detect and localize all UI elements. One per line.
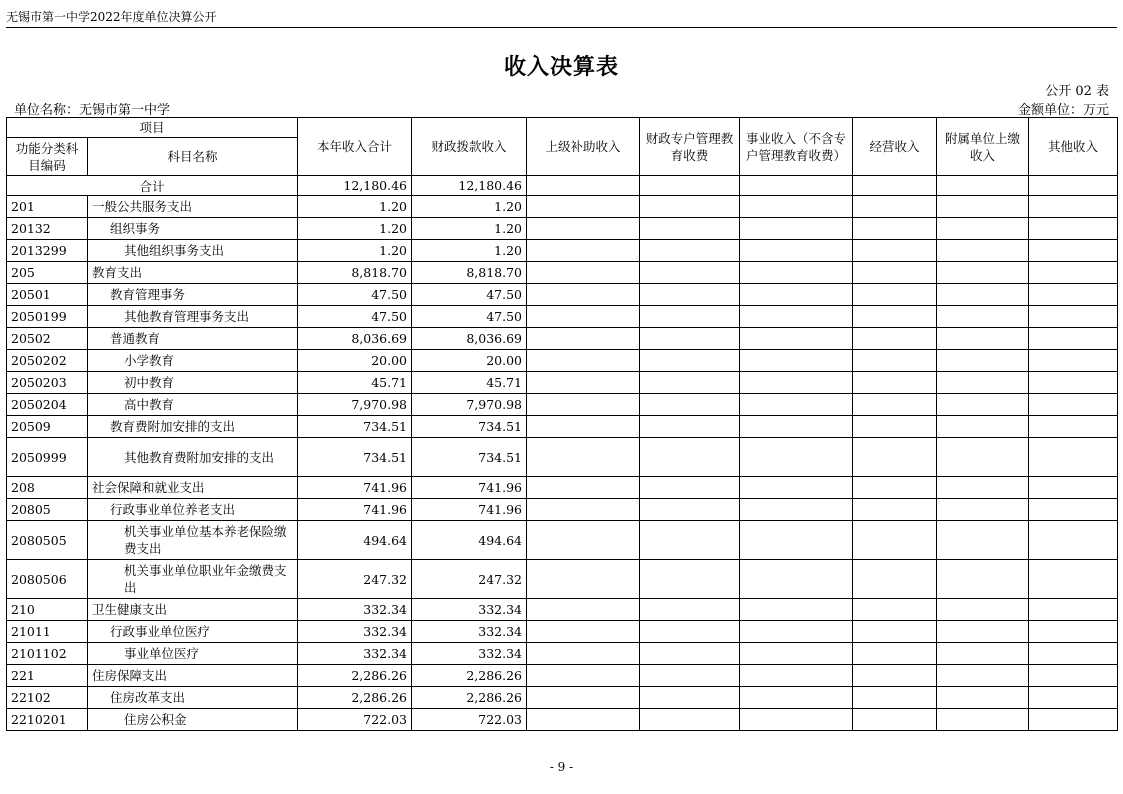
row-code: 2013299 [7, 240, 88, 262]
empty-cell [1029, 599, 1118, 621]
empty-cell [937, 709, 1029, 731]
empty-cell [1029, 328, 1118, 350]
row-code: 22102 [7, 687, 88, 709]
table-row [7, 328, 1118, 350]
row-code: 2050203 [7, 372, 88, 394]
page-number: - 9 - [549, 760, 574, 774]
row-name: 初中教育 [88, 372, 298, 394]
row-fiscal: 1.20 [412, 240, 527, 262]
empty-cell [740, 350, 853, 372]
row-code: 221 [7, 665, 88, 687]
header-item: 项目 [7, 118, 298, 138]
row-total: 20.00 [298, 350, 412, 372]
row-name: 其他教育管理事务支出 [88, 306, 298, 328]
empty-cell [937, 521, 1029, 560]
empty-cell [937, 240, 1029, 262]
empty-cell [640, 240, 740, 262]
table-row [7, 372, 1118, 394]
row-code: 21011 [7, 621, 88, 643]
empty-cell [937, 372, 1029, 394]
empty-cell [640, 218, 740, 240]
row-code: 2050202 [7, 350, 88, 372]
income-table [6, 117, 1118, 731]
row-total: 1.20 [298, 240, 412, 262]
row-name: 高中教育 [88, 394, 298, 416]
empty-cell [1029, 521, 1118, 560]
empty-cell [1029, 196, 1118, 218]
empty-cell [640, 438, 740, 477]
empty-cell [740, 438, 853, 477]
row-total: 247.32 [298, 560, 412, 599]
row-fiscal: 332.34 [412, 621, 527, 643]
row-name: 卫生健康支出 [88, 599, 298, 621]
row-fiscal: 1.20 [412, 196, 527, 218]
empty-cell [527, 240, 640, 262]
row-name: 教育费附加安排的支出 [88, 416, 298, 438]
empty-cell [937, 438, 1029, 477]
table-row [7, 350, 1118, 372]
row-fiscal: 2,286.26 [412, 687, 527, 709]
empty-cell [640, 394, 740, 416]
empty-cell [1029, 499, 1118, 521]
empty-cell [740, 262, 853, 284]
table-row [7, 560, 1118, 599]
empty-cell [527, 306, 640, 328]
total-row [7, 176, 1118, 196]
empty-cell [640, 709, 740, 731]
empty-cell [937, 499, 1029, 521]
money-unit: 金额单位：万元 [1017, 103, 1109, 118]
row-code: 20509 [7, 416, 88, 438]
empty-cell [640, 599, 740, 621]
empty-cell [1029, 665, 1118, 687]
empty-cell [1029, 394, 1118, 416]
empty-cell [853, 521, 937, 560]
table-row [7, 240, 1118, 262]
empty-cell [527, 560, 640, 599]
table-row [7, 599, 1118, 621]
empty-cell [527, 218, 640, 240]
empty-cell [527, 687, 640, 709]
table-row [7, 499, 1118, 521]
row-code: 2080506 [7, 560, 88, 599]
row-name: 一般公共服务支出 [88, 196, 298, 218]
row-name: 行政事业单位养老支出 [88, 499, 298, 521]
empty-cell [740, 560, 853, 599]
empty-cell [740, 306, 853, 328]
table-row [7, 438, 1118, 477]
empty-cell [937, 262, 1029, 284]
row-fiscal: 734.51 [412, 438, 527, 477]
row-name: 组织事务 [88, 218, 298, 240]
row-name: 其他教育费附加安排的支出 [88, 438, 298, 477]
empty-cell [740, 621, 853, 643]
header-name: 科目名称 [88, 138, 298, 176]
row-total: 7,970.98 [298, 394, 412, 416]
empty-cell [853, 416, 937, 438]
table-row [7, 621, 1118, 643]
row-code: 2210201 [7, 709, 88, 731]
header-code: 功能分类科目编码 [7, 138, 88, 176]
row-code: 205 [7, 262, 88, 284]
empty-cell [1029, 240, 1118, 262]
row-fiscal: 734.51 [412, 416, 527, 438]
table-row [7, 306, 1118, 328]
row-name: 事业单位医疗 [88, 643, 298, 665]
empty-cell [853, 621, 937, 643]
empty-cell [640, 687, 740, 709]
row-total: 734.51 [298, 438, 412, 477]
table-row [7, 394, 1118, 416]
empty-cell [527, 521, 640, 560]
empty-cell [937, 196, 1029, 218]
empty-cell [1029, 306, 1118, 328]
empty-cell [853, 599, 937, 621]
empty-cell [1029, 438, 1118, 477]
empty-cell [853, 709, 937, 731]
empty-cell [640, 621, 740, 643]
row-name: 教育支出 [88, 262, 298, 284]
empty-cell [853, 350, 937, 372]
row-total: 332.34 [298, 599, 412, 621]
empty-cell [740, 477, 853, 499]
empty-cell [937, 218, 1029, 240]
header-business: 事业收入（不含专户管理教育收费） [740, 118, 853, 176]
row-code: 20501 [7, 284, 88, 306]
empty-cell [740, 240, 853, 262]
empty-cell [853, 665, 937, 687]
empty-cell [740, 665, 853, 687]
empty-cell [740, 599, 853, 621]
row-total: 494.64 [298, 521, 412, 560]
empty-cell [937, 643, 1029, 665]
empty-cell [740, 328, 853, 350]
empty-cell [853, 328, 937, 350]
row-name: 住房公积金 [88, 709, 298, 731]
empty-cell [527, 621, 640, 643]
row-fiscal: 741.96 [412, 499, 527, 521]
row-fiscal: 45.71 [412, 372, 527, 394]
empty-cell [527, 394, 640, 416]
row-name: 住房改革支出 [88, 687, 298, 709]
empty-cell [853, 262, 937, 284]
empty-cell [527, 709, 640, 731]
row-total: 1.20 [298, 196, 412, 218]
table-row [7, 416, 1118, 438]
row-total: 8,036.69 [298, 328, 412, 350]
row-name: 教育管理事务 [88, 284, 298, 306]
empty-cell [1029, 262, 1118, 284]
row-name: 行政事业单位医疗 [88, 621, 298, 643]
header-fiscal: 财政拨款收入 [412, 118, 527, 176]
row-total: 741.96 [298, 477, 412, 499]
empty-cell [740, 218, 853, 240]
row-total: 2,286.26 [298, 687, 412, 709]
empty-cell [527, 372, 640, 394]
empty-cell [853, 240, 937, 262]
row-total: 2,286.26 [298, 665, 412, 687]
empty-cell [740, 643, 853, 665]
empty-cell [527, 416, 640, 438]
row-fiscal: 8,036.69 [412, 328, 527, 350]
page-title: 收入决算表 [503, 55, 619, 80]
empty-cell [1029, 350, 1118, 372]
row-total: 734.51 [298, 416, 412, 438]
row-name: 机关事业单位职业年金缴费支出 [88, 560, 298, 599]
empty-cell [527, 438, 640, 477]
empty-cell [740, 709, 853, 731]
empty-cell [740, 196, 853, 218]
table-row [7, 643, 1118, 665]
row-code: 2050199 [7, 306, 88, 328]
empty-cell [853, 196, 937, 218]
empty-cell [853, 477, 937, 499]
table-row [7, 477, 1118, 499]
empty-cell [853, 372, 937, 394]
empty-cell [853, 438, 937, 477]
empty-cell [527, 196, 640, 218]
empty-cell [853, 643, 937, 665]
empty-cell [527, 284, 640, 306]
row-fiscal: 7,970.98 [412, 394, 527, 416]
empty-cell [937, 687, 1029, 709]
row-total: 332.34 [298, 643, 412, 665]
empty-cell [640, 477, 740, 499]
empty-cell [853, 284, 937, 306]
empty-cell [640, 416, 740, 438]
empty-cell [640, 284, 740, 306]
row-fiscal: 2,286.26 [412, 665, 527, 687]
empty-cell [640, 499, 740, 521]
table-row [7, 262, 1118, 284]
table-row [7, 284, 1118, 306]
empty-cell [1029, 560, 1118, 599]
total-fiscal: 12,180.46 [412, 176, 527, 196]
empty-cell [853, 560, 937, 599]
empty-cell [740, 372, 853, 394]
empty-cell [937, 665, 1029, 687]
empty-cell [527, 599, 640, 621]
empty-cell [853, 499, 937, 521]
empty-cell [640, 306, 740, 328]
row-name: 普通教育 [88, 328, 298, 350]
row-total: 332.34 [298, 621, 412, 643]
empty-cell [1029, 284, 1118, 306]
row-total: 45.71 [298, 372, 412, 394]
empty-cell [1029, 643, 1118, 665]
empty-cell [640, 328, 740, 350]
table-row [7, 687, 1118, 709]
row-total: 8,818.70 [298, 262, 412, 284]
empty-cell [640, 350, 740, 372]
row-total: 741.96 [298, 499, 412, 521]
header-other: 其他收入 [1029, 118, 1118, 176]
row-total: 47.50 [298, 306, 412, 328]
row-total: 722.03 [298, 709, 412, 731]
empty-cell [640, 262, 740, 284]
row-fiscal: 332.34 [412, 643, 527, 665]
row-code: 210 [7, 599, 88, 621]
row-code: 2050204 [7, 394, 88, 416]
empty-cell [937, 394, 1029, 416]
row-fiscal: 494.64 [412, 521, 527, 560]
total-amount: 12,180.46 [298, 176, 412, 196]
empty-cell [937, 599, 1029, 621]
empty-cell [740, 284, 853, 306]
empty-cell [640, 665, 740, 687]
empty-cell [1029, 709, 1118, 731]
row-fiscal: 741.96 [412, 477, 527, 499]
row-fiscal: 47.50 [412, 306, 527, 328]
header-total: 本年收入合计 [298, 118, 412, 176]
empty-cell [527, 477, 640, 499]
row-name: 住房保障支出 [88, 665, 298, 687]
empty-cell [527, 665, 640, 687]
row-code: 201 [7, 196, 88, 218]
row-fiscal: 247.32 [412, 560, 527, 599]
empty-cell [853, 687, 937, 709]
table-row [7, 665, 1118, 687]
row-code: 208 [7, 477, 88, 499]
header-operating: 经营收入 [853, 118, 937, 176]
row-code: 2080505 [7, 521, 88, 560]
empty-cell [740, 687, 853, 709]
table-row [7, 196, 1118, 218]
header-affiliated: 附属单位上缴收入 [937, 118, 1029, 176]
empty-cell [937, 328, 1029, 350]
empty-cell [740, 521, 853, 560]
empty-cell [640, 643, 740, 665]
empty-cell [853, 394, 937, 416]
empty-cell [937, 284, 1029, 306]
document-header: 无锡市第一中学2022年度单位决算公开 [6, 10, 217, 24]
row-name: 小学教育 [88, 350, 298, 372]
empty-cell [527, 643, 640, 665]
total-label: 合计 [7, 176, 298, 196]
empty-cell [853, 306, 937, 328]
empty-cell [527, 499, 640, 521]
row-name: 社会保障和就业支出 [88, 477, 298, 499]
empty-cell [937, 621, 1029, 643]
row-code: 20805 [7, 499, 88, 521]
empty-cell [640, 372, 740, 394]
empty-cell [937, 416, 1029, 438]
empty-cell [527, 262, 640, 284]
row-total: 1.20 [298, 218, 412, 240]
empty-cell [937, 477, 1029, 499]
empty-cell [1029, 621, 1118, 643]
row-fiscal: 20.00 [412, 350, 527, 372]
row-fiscal: 332.34 [412, 599, 527, 621]
empty-cell [740, 394, 853, 416]
row-code: 2101102 [7, 643, 88, 665]
empty-cell [853, 218, 937, 240]
row-name: 其他组织事务支出 [88, 240, 298, 262]
empty-cell [1029, 687, 1118, 709]
row-fiscal: 722.03 [412, 709, 527, 731]
empty-cell [937, 560, 1029, 599]
empty-cell [640, 521, 740, 560]
row-code: 2050999 [7, 438, 88, 477]
table-row [7, 709, 1118, 731]
empty-cell [640, 560, 740, 599]
row-name: 机关事业单位基本养老保险缴费支出 [88, 521, 298, 560]
row-total: 47.50 [298, 284, 412, 306]
empty-cell [937, 350, 1029, 372]
empty-cell [1029, 416, 1118, 438]
table-row [7, 521, 1118, 560]
table-row [7, 218, 1118, 240]
empty-cell [937, 306, 1029, 328]
unit-name: 单位名称：无锡市第一中学 [14, 103, 171, 118]
empty-cell [527, 328, 640, 350]
header-edu-fee: 财政专户管理教育收费 [640, 118, 740, 176]
header-superior: 上级补助收入 [527, 118, 640, 176]
row-fiscal: 47.50 [412, 284, 527, 306]
empty-cell [740, 499, 853, 521]
row-fiscal: 8,818.70 [412, 262, 527, 284]
empty-cell [740, 416, 853, 438]
header-divider [6, 27, 1117, 28]
empty-cell [1029, 218, 1118, 240]
form-number: 公开 02 表 [1045, 84, 1109, 99]
row-code: 20502 [7, 328, 88, 350]
row-fiscal: 1.20 [412, 218, 527, 240]
empty-cell [640, 196, 740, 218]
empty-cell [1029, 477, 1118, 499]
empty-cell [1029, 372, 1118, 394]
empty-cell [527, 350, 640, 372]
row-code: 20132 [7, 218, 88, 240]
